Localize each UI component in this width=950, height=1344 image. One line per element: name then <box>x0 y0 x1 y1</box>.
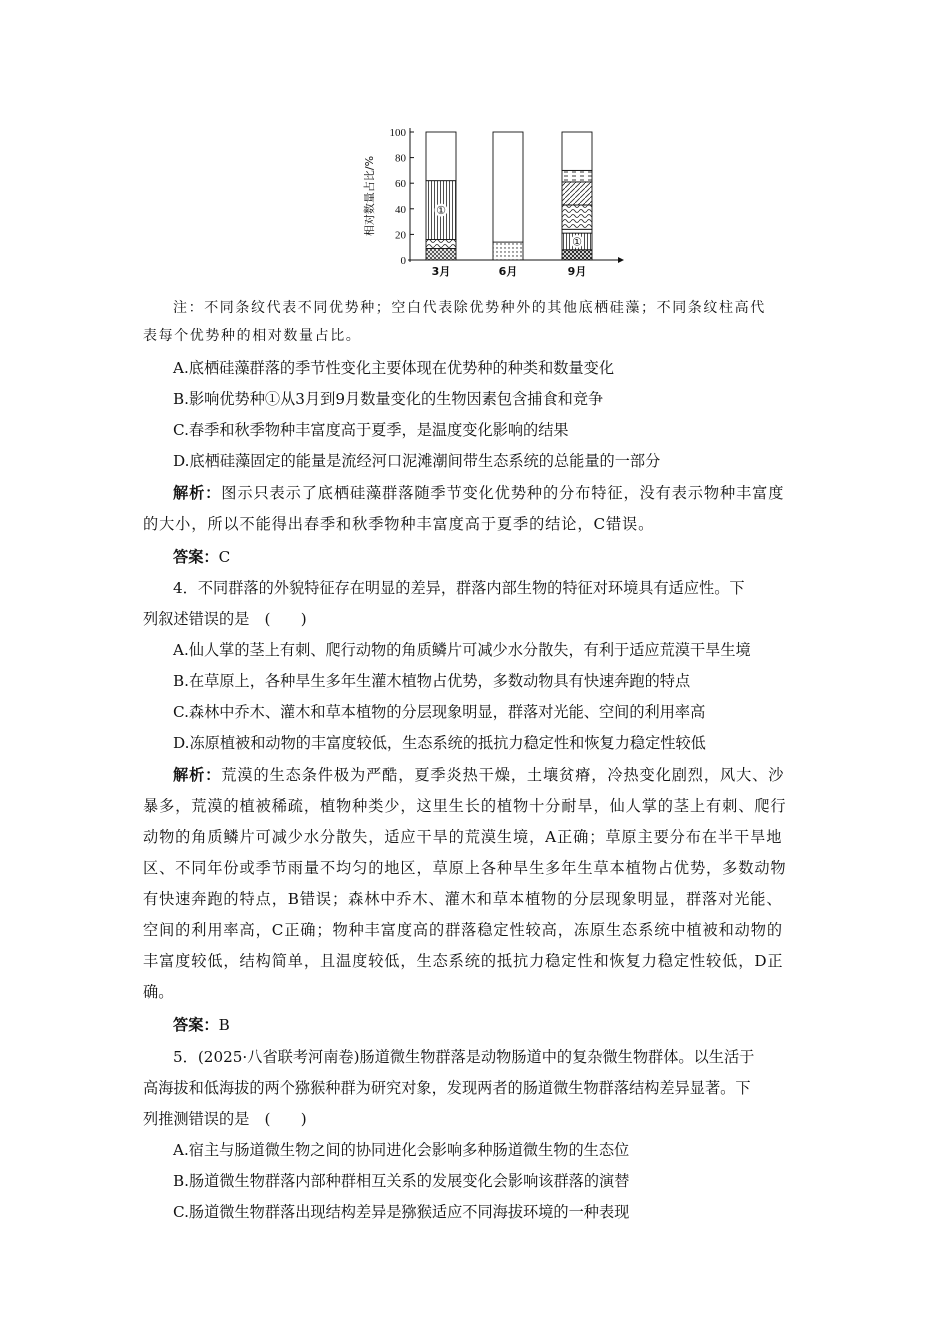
q5-stem-line-2: 高海拔和低海拔的两个猕猴种群为研究对象，发现两者的肠道微生物群落结构差异显著。下 <box>143 1079 751 1097</box>
q3-answer-value: C <box>218 548 231 566</box>
x-category-label: 3月 <box>431 265 451 278</box>
y-tick-label: 0 <box>400 255 406 267</box>
analysis-label: 解析： <box>173 484 222 502</box>
bar-segment-crosshatch <box>562 250 592 260</box>
segment-label: ① <box>436 205 446 218</box>
bar-segment-wavy <box>426 240 456 249</box>
q3-option-a: A.底栖硅藻群落的季节性变化主要体现在优势种的种类和数量变化 <box>173 359 615 377</box>
q4-analysis-line-3: 动物的角质鳞片可减少水分散失，适应干旱的荒漠生境，A正确；草原主要分布在半干旱地 <box>143 828 783 846</box>
analysis-label: 解析： <box>173 766 222 784</box>
q3-analysis-text-1: 图示只表示了底栖硅藻群落随季节变化优势种的分布特征，没有表示物种丰富度 <box>221 484 785 502</box>
q5-option-b: B.肠道微生物群落内部种群相互关系的发展变化会影响该群落的演替 <box>173 1172 630 1190</box>
q3-option-d: D.底栖硅藻固定的能量是流经河口泥滩潮间带生态系统的总能量的一部分 <box>173 452 661 470</box>
q4-stem-line-1: 4．不同群落的外貌特征存在明显的差异，群落内部生物的特征对环境具有适应性。下 <box>173 579 745 597</box>
bar-segment-blank <box>493 132 523 242</box>
segment-label: ① <box>572 236 582 249</box>
y-tick-label: 100 <box>389 127 406 139</box>
answer-label: 答案： <box>173 1016 219 1034</box>
q4-answer <box>173 1015 230 1035</box>
bar-segment-diagonal <box>562 182 592 205</box>
q4-option-b: B.在草原上，各种旱生多年生灌木植物占优势，多数动物具有快速奔跑的特点 <box>173 672 691 690</box>
chart-svg <box>355 118 635 288</box>
q4-option-c: C.森林中乔木、灌木和草本植物的分层现象明显，群落对光能、空间的利用率高 <box>173 703 706 721</box>
q4-analysis-line-4: 区、不同年份或季节雨量不均匀的地区，草原上各种旱生多年生草本植物占优势，多数动物 <box>143 859 787 877</box>
y-axis-label: 相对数量占比/% <box>363 155 376 237</box>
q3-analysis-line-2: 的大小，所以不能得出春季和秋季物种丰富度高于夏季的结论，C错误。 <box>143 515 655 533</box>
q4-option-a: A.仙人掌的茎上有刺、爬行动物的角质鳞片可减少水分散失，有利于适应荒漠干旱生境 <box>173 641 751 659</box>
chart-note-line-1: 注：不同条纹代表不同优势种；空白代表除优势种外的其他底栖硅藻；不同条纹柱高代 <box>173 300 766 316</box>
y-tick-label: 40 <box>395 203 406 216</box>
q4-analysis-line-6: 空间的利用率高，C正确；物种丰富度高的群落稳定性较高，冻原生态系统中植被和动物的 <box>143 921 783 939</box>
x-category-label: 6月 <box>498 265 518 278</box>
bar-segment-grid <box>426 248 456 260</box>
answer-label: 答案： <box>173 548 219 566</box>
bar-segment-dotted <box>493 242 523 260</box>
q4-analysis-line-1 <box>173 765 784 785</box>
q5-option-a: A.宿主与肠道微生物之间的协同进化会影响多种肠道微生物的生态位 <box>173 1141 630 1159</box>
y-tick-label: 60 <box>395 178 406 191</box>
bar-segment-blank <box>426 132 456 181</box>
x-category-label: 9月 <box>567 265 587 278</box>
q3-answer <box>173 547 230 567</box>
q4-analysis-line-5: 有快速奔跑的特点，B错误；森林中乔木、灌木和草本植物的分层现象明显，群落对光能、 <box>143 890 783 908</box>
chart-note-line-2: 表每个优势种的相对数量占比。 <box>143 328 362 344</box>
bar-segment-wavy <box>562 205 592 229</box>
q4-answer-value: B <box>218 1016 230 1034</box>
q4-analysis-text-1: 荒漠的生态条件极为严酷，夏季炎热干燥，土壤贫瘠，冷热变化剧烈，风大、沙 <box>221 766 785 784</box>
q3-option-c: C.春季和秋季物种丰富度高于夏季，是温度变化影响的结果 <box>173 421 569 439</box>
y-tick-label: 80 <box>395 152 406 165</box>
q5-stem-line-3: 列推测错误的是 ( ) <box>143 1110 307 1128</box>
bar-segment-dashes <box>562 170 592 182</box>
q3-analysis-line-1 <box>173 483 784 503</box>
q4-analysis-line-2: 暴多，荒漠的植被稀疏，植物种类少，这里生长的植物十分耐旱，仙人掌的茎上有刺、爬行 <box>143 797 787 815</box>
bar-segment-blank <box>562 132 592 170</box>
q4-analysis-line-7: 丰富度较低，结构简单，且温度较低，生态系统的抵抗力稳定性和恢复力稳定性较低，D正 <box>143 952 784 970</box>
q4-stem-line-2: 列叙述错误的是 ( ) <box>143 610 307 628</box>
y-tick-label: 20 <box>395 229 406 242</box>
q5-option-c: C.肠道微生物群落出现结构差异是猕猴适应不同海拔环境的一种表现 <box>173 1203 630 1221</box>
bar-segment-blank <box>562 229 592 233</box>
q4-option-d: D.冻原植被和动物的丰富度较低，生态系统的抵抗力稳定性和恢复力稳定性较低 <box>173 734 706 752</box>
stacked-bar-chart <box>355 118 635 288</box>
q3-option-b: B.影响优势种①从3月到9月数量变化的生物因素包含捕食和竞争 <box>173 390 604 408</box>
q4-analysis-line-8: 确。 <box>143 983 174 1001</box>
q5-stem-line-1: 5．(2025·八省联考河南卷)肠道微生物群落是动物肠道中的复杂微生物群体。以生活于 <box>173 1048 755 1066</box>
